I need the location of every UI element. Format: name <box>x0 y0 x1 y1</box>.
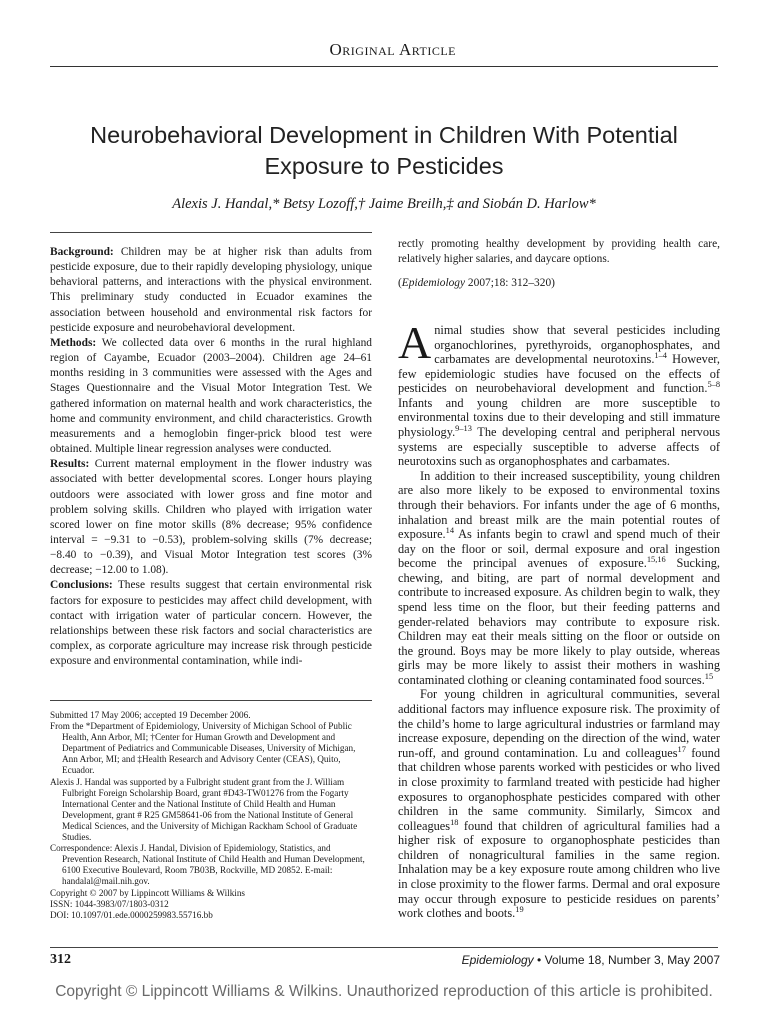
p1-text-d: The developing central and peripheral nervous systems are especially susceptible to adverse affects of neurotoxins such as organophosphates and carbamates. <box>398 425 720 469</box>
p2-text-b: As infants begin to crawl and spend much of their day on the floor or soil, dermal exposure and oral ingestion become the principal avenues of exposure. <box>398 527 720 571</box>
body-paragraph-2 <box>398 469 720 688</box>
journal-info <box>462 953 720 967</box>
citation-details: 2007;18: 312–320) <box>465 276 555 289</box>
methods-label: Methods: <box>50 336 97 349</box>
copyright-banner: Copyright © Lippincott Williams & Wilkins. Unauthorized reproduction of this article is prohibited. <box>55 983 713 1000</box>
drop-cap: A <box>398 317 432 368</box>
citation-ref: 9–13 <box>455 423 472 433</box>
page-number: 312 <box>50 952 71 967</box>
citation-ref: 5–8 <box>707 380 720 390</box>
footnote-doi: DOI: 10.1097/01.ede.0000259983.55716.bb <box>50 909 213 920</box>
p3-text-c: found that children of agricultural families had a higher risk of exposure to organophosphate pesticides than children of nonagricultural families in the same region. Inhalation may be a key exposure route among children who live in close proximity to the flower farms. Dermal and oral exposure may occur through exposure to pesticide residues on parents’ work clothes and boots. <box>398 818 720 921</box>
abstract-top-rule <box>50 232 372 233</box>
journal-name: Epidemiology <box>461 953 534 967</box>
background-label: Background: <box>50 246 114 258</box>
body-paragraph-1 <box>398 317 721 469</box>
footnote-copyright: Copyright © 2007 by Lippincott Williams & Wilkins <box>50 887 246 898</box>
abstract-background <box>50 245 372 336</box>
abstract-citation <box>398 276 720 291</box>
section-label <box>0 40 768 60</box>
abstract-conclusions <box>50 578 372 669</box>
conclusions-text: These results suggest that certain environmental risk factors for exposure to pesticides may affect child development, with contact with irrigation water of particular concern. However, the relationships between these risk factors and social characteristics are complex, as corporate agriculture may increase risk through pesticide exposure and environmental contamination, while indi- <box>50 579 372 668</box>
abstract-results <box>50 457 372 578</box>
abstract-continuation <box>398 237 720 291</box>
abstract <box>50 245 372 669</box>
footnote-issn: ISSN: 1044-3983/07/1803-0312 <box>50 898 169 909</box>
article-authors: Alexis J. Handal,* Betsy Lozoff,† Jaime Breilh,‡ and Siobán D. Harlow* <box>172 196 596 212</box>
body-text <box>398 317 721 921</box>
citation-ref: 19 <box>515 905 524 915</box>
p2-text-c: Sucking, chewing, and biting, are part of normal development and contribute to increased exposure. As children begin to walk, they spend less time on the floor, but their feeding patterns and gender-related behaviors may contribute to exposure risk. Children may eat their meals sitting on the floor or outside on the ground. Boys may be more likely to play outside, whereas girls may be more likely to assist their mothers in washing contaminated clothing or cleaning contaminated food sources. <box>398 556 720 687</box>
citation-ref: 14 <box>445 525 455 535</box>
footer-rule <box>50 947 718 948</box>
results-text: Current maternal employment in the flower industry was associated with better developmental scores. Longer hours playing outdoors were associated with lower gross and fine motor and problem solving skills. Children who played with irrigation water scored lower on fine motor skills (8% decrease; 95% confidence interval = −9.31 to −0.53), problem-solving skills (7% decrease; −8.40 to −0.39), and Visual Motor Integration test scores (3% decrease; −12.00 to 1.08). <box>50 458 372 577</box>
journal-volume: Volume 18, Number 3, May 2007 <box>544 953 720 967</box>
abstract-methods <box>50 336 372 457</box>
citation-ref: 18 <box>450 817 459 827</box>
footnotes <box>50 710 372 921</box>
abstract-bottom-rule <box>50 700 372 701</box>
bullet-separator: • <box>537 953 542 967</box>
citation-ref: 15 <box>704 671 714 681</box>
p1-text-b: However, few epidemiologic studies have focused on the effects of pesticides on neurobehavioral development and function. <box>398 352 721 396</box>
header-rule <box>50 66 718 67</box>
citation-ref: 1–4 <box>654 351 667 361</box>
citation-open: ( <box>398 276 402 289</box>
p2-text-a: In addition to their increased susceptibility, young children are also more likely to be exposed to environmental toxins through their behaviors. For infants under the age of 6 months, inhalation and breast milk are the main potential routes of exposure. <box>398 468 720 542</box>
results-label: Results: <box>50 458 90 471</box>
footnote-funding: Alexis J. Handal was supported by a Fulbright student grant from the J. William Fulbright Foreign Scholarship Board, grant #D43-TW01276 from the Fogarty International Center and the National Institute of Child Health and Human Development, grant # R25 GM58641-06 from the National Institute of General Medical Sciences, and the University of Michigan Rackham School of Graduate Studies. <box>50 776 358 843</box>
footnote-submitted: Submitted 17 May 2006; accepted 19 December 2006. <box>50 710 251 720</box>
section-label-text: Original Article <box>329 40 456 59</box>
conclusions-continued: rectly promoting healthy development by providing health care, relatively higher salaries, and daycare options. <box>398 238 720 266</box>
citation-ref: 15,16 <box>646 555 666 565</box>
body-paragraph-3 <box>398 687 720 920</box>
p1-text-a: nimal studies show that several pesticides including organochlorines, pyrethyroids, organophosphates, and carbamates are developmental neurotoxins. <box>434 323 720 367</box>
background-text: Children may be at higher risk than adults from pesticide exposure, due to their rapidly developing physiology, unique behavioral patterns, and interactions with the physical environment. This preliminary study conducted in Ecuador examines the association between household and environmental risk factors for pesticide exposure and neurobehavioral development. <box>50 246 372 334</box>
p3-text-b: found that children whose parents worked with pesticides or who lived in close proximity to farmland treated with pesticide had higher exposures to organophosphate pesticides compared with other children in the same community. Similarly, Simcox and colleagues <box>398 745 720 833</box>
p3-text-a: For young children in agricultural communities, several additional factors may influence exposure risk. The proximity of the child’s home to large agricultural industries or farmland may increase exposure, depending on the direction of the wind, water run-off, and ground contamination. Lu and colleagues <box>398 687 720 760</box>
citation-ref: 17 <box>677 744 686 754</box>
footnote-correspondence: Correspondence: Alexis J. Handal, Division of Epidemiology, Statistics, and Prevention Research, National Institute of Child Health and Human Development, 6100 Executive Boulevard, Room 7B03B, Rockville, MD 20852. E-mail: handalal@mail.nih.gov. <box>50 843 365 887</box>
citation-journal: Epidemiology <box>401 276 466 289</box>
methods-text: We collected data over 6 months in the rural highland region of Cayambe, Ecuador (2003–2004). Children age 24–61 months residing in 3 communities were assessed with the Ages and Stages Questionnaire and the Visual Motor Integration Test. We gathered information on maternal health and work characteristics, the home and community environment, and child characteristics. Growth measurements and a hemoglobin finger-prick blood test were obtained. Multiple linear regression analyses were conducted. <box>50 336 372 456</box>
conclusions-label: Conclusions: <box>50 579 113 592</box>
article-title: Neurobehavioral Development in Children With Potential Exposure to Pesticides <box>90 122 678 179</box>
footnote-affiliations: From the *Department of Epidemiology, University of Michigan School of Public Health, Ann Arbor, MI; †Center for Human Growth and Development and Department of Pediatrics and Communicable Diseases, University of Michigan, Ann Arbor, MI; and ‡Health Research and Advisory Center (CEAS), Quito, Ecuador. <box>50 721 356 776</box>
p1-text-c: Infants and young children are more susceptible to environmental toxins due to their developing and still immature physiology. <box>398 395 720 440</box>
